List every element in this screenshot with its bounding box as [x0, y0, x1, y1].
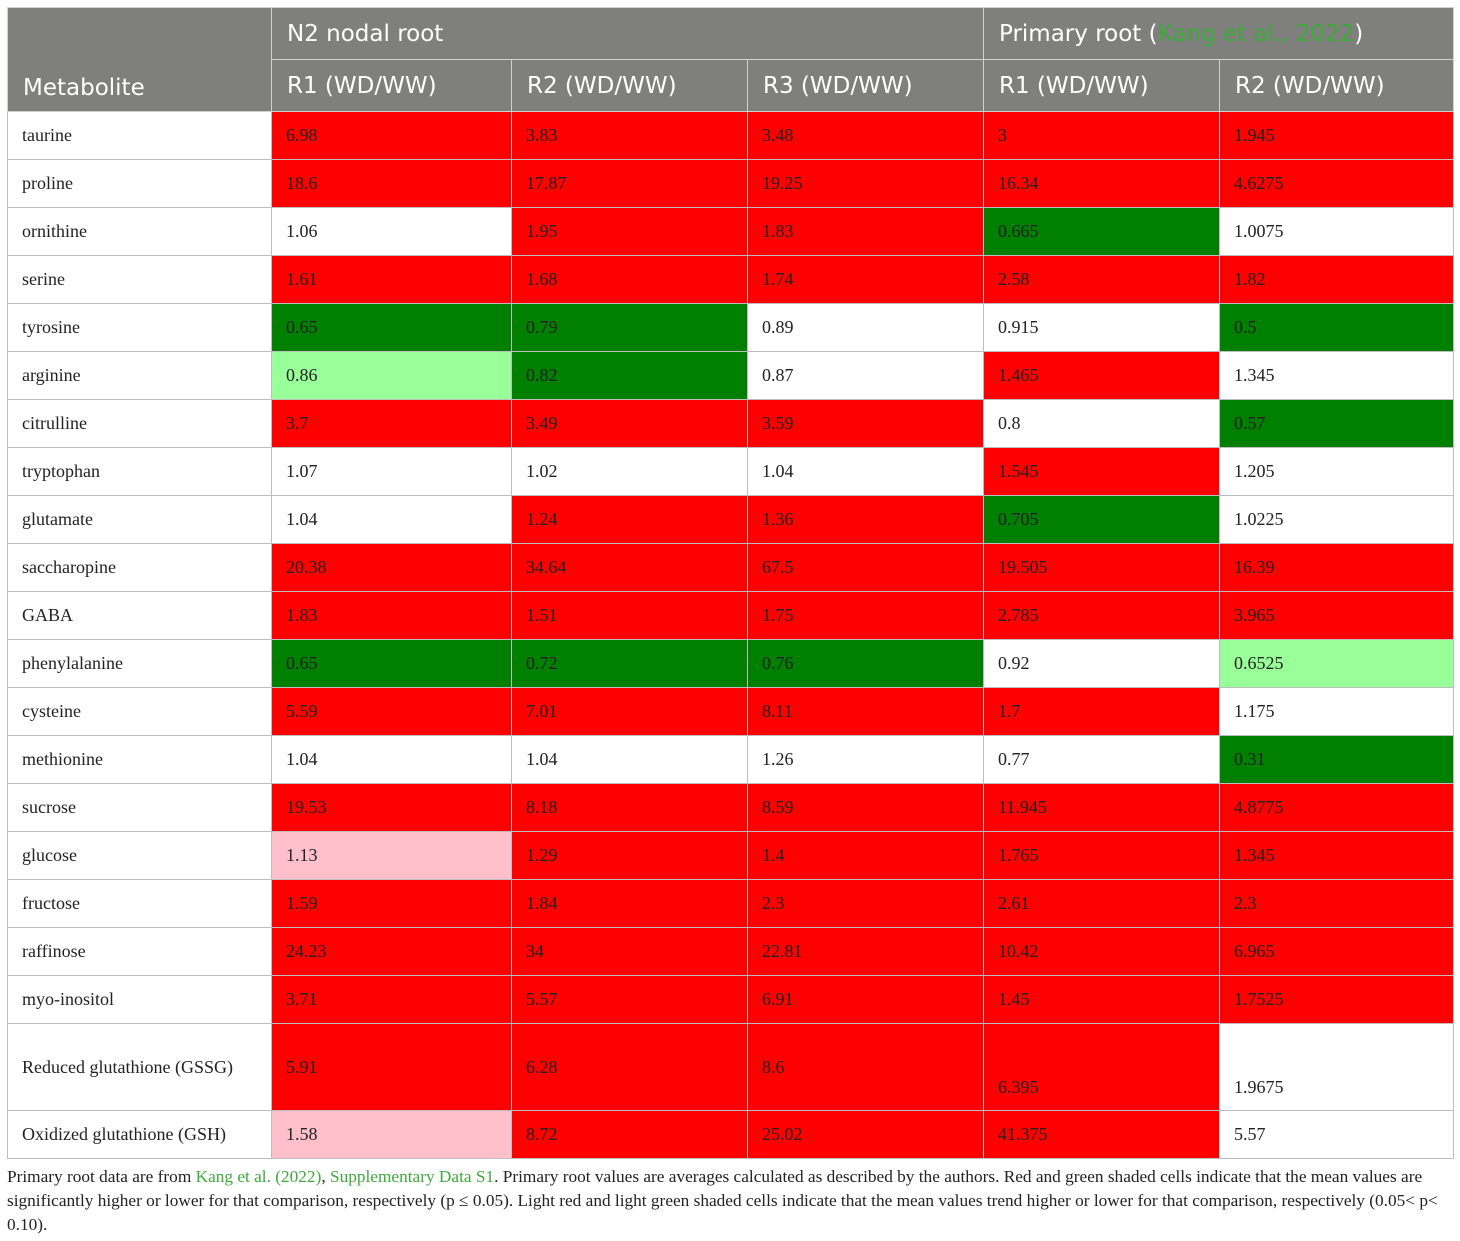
table-row: [8, 1024, 1454, 1111]
table-body: [8, 112, 1454, 1159]
ratio-cell: 3.71: [272, 976, 512, 1024]
ratio-cell: 1.02: [512, 448, 748, 496]
ratio-cell: 3.48: [748, 112, 984, 160]
ratio-cell: 34: [512, 928, 748, 976]
ratio-cell: 1.26: [748, 736, 984, 784]
metabolite-name: phenylalanine: [8, 640, 272, 688]
ratio-cell: 0.72: [512, 640, 748, 688]
footnote-text-2: ,: [321, 1167, 330, 1186]
metabolite-name: Reduced glutathione (GSSG): [8, 1024, 272, 1111]
header-col-n2-r1: R1 (WD/WW): [272, 60, 512, 112]
metabolite-name: methionine: [8, 736, 272, 784]
ratio-cell: 19.53: [272, 784, 512, 832]
ratio-cell: 25.02: [748, 1111, 984, 1159]
table-row: [8, 352, 1454, 400]
footnote-text-1: Primary root data are from: [7, 1167, 196, 1186]
ratio-cell: 24.23: [272, 928, 512, 976]
ratio-cell: 1.29: [512, 832, 748, 880]
ratio-cell: 8.72: [512, 1111, 748, 1159]
metabolite-name: proline: [8, 160, 272, 208]
ratio-cell: 3.59: [748, 400, 984, 448]
ratio-cell: 1.205: [1220, 448, 1454, 496]
ratio-cell: 19.25: [748, 160, 984, 208]
ratio-cell: 1.83: [272, 592, 512, 640]
ratio-cell: 1.9675: [1220, 1024, 1454, 1111]
ratio-cell: 1.0075: [1220, 208, 1454, 256]
ratio-cell: 1.175: [1220, 688, 1454, 736]
ratio-cell: 1.61: [272, 256, 512, 304]
ratio-cell: 5.57: [1220, 1111, 1454, 1159]
ratio-cell: 3: [984, 112, 1220, 160]
ratio-cell: 3.965: [1220, 592, 1454, 640]
ratio-cell: 0.92: [984, 640, 1220, 688]
ratio-cell: 1.545: [984, 448, 1220, 496]
table-row: [8, 112, 1454, 160]
ratio-cell: 0.6525: [1220, 640, 1454, 688]
ratio-cell: 0.665: [984, 208, 1220, 256]
ratio-cell: 3.49: [512, 400, 748, 448]
ratio-cell: 0.5: [1220, 304, 1454, 352]
table-row: [8, 784, 1454, 832]
ratio-cell: 20.38: [272, 544, 512, 592]
footnote-text-3: . Primary root values are averages calculated as described by the authors. Red and green shaded cells indicate that the mean values are significantly higher or lower for that comparison, respectively (p ≤ 0.05). Light red and light green shaded cells indicate that the mean values trend higher or lower for that comparison, respectively (0.05< p< 0.10).: [7, 1167, 1438, 1234]
ratio-cell: 2.58: [984, 256, 1220, 304]
metabolite-name: raffinose: [8, 928, 272, 976]
ratio-cell: 3.83: [512, 112, 748, 160]
table-row: [8, 400, 1454, 448]
ratio-cell: 8.11: [748, 688, 984, 736]
ratio-cell: 6.395: [984, 1024, 1220, 1111]
ratio-cell: 1.7525: [1220, 976, 1454, 1024]
ratio-cell: 1.4: [748, 832, 984, 880]
ratio-cell: 11.945: [984, 784, 1220, 832]
ratio-cell: 0.77: [984, 736, 1220, 784]
ratio-cell: 0.89: [748, 304, 984, 352]
ratio-cell: 19.505: [984, 544, 1220, 592]
ratio-cell: 34.64: [512, 544, 748, 592]
ratio-cell: 1.59: [272, 880, 512, 928]
ratio-cell: 0.76: [748, 640, 984, 688]
ratio-cell: 2.61: [984, 880, 1220, 928]
ratio-cell: 2.3: [748, 880, 984, 928]
ratio-cell: 7.01: [512, 688, 748, 736]
ratio-cell: 5.59: [272, 688, 512, 736]
metabolite-name: myo-inositol: [8, 976, 272, 1024]
ratio-cell: 1.24: [512, 496, 748, 544]
ratio-cell: 16.34: [984, 160, 1220, 208]
metabolite-name: citrulline: [8, 400, 272, 448]
ratio-cell: 0.82: [512, 352, 748, 400]
ratio-cell: 1.345: [1220, 832, 1454, 880]
table-row: [8, 976, 1454, 1024]
metabolite-name: fructose: [8, 880, 272, 928]
table-row: [8, 496, 1454, 544]
ratio-cell: 0.65: [272, 640, 512, 688]
ratio-cell: 0.31: [1220, 736, 1454, 784]
metabolite-name: tyrosine: [8, 304, 272, 352]
table-row: [8, 880, 1454, 928]
ratio-cell: 1.58: [272, 1111, 512, 1159]
table-row: [8, 640, 1454, 688]
metabolite-name: sucrose: [8, 784, 272, 832]
metabolite-name: cysteine: [8, 688, 272, 736]
table-row: [8, 928, 1454, 976]
ratio-cell: 8.6: [748, 1024, 984, 1111]
table-row: [8, 208, 1454, 256]
table-container: [7, 7, 1453, 1237]
metabolite-name: tryptophan: [8, 448, 272, 496]
header-col-n2-r2: R2 (WD/WW): [512, 60, 748, 112]
metabolite-name: GABA: [8, 592, 272, 640]
ratio-cell: 1.345: [1220, 352, 1454, 400]
header-metabolite: Metabolite: [8, 8, 272, 112]
ratio-cell: 1.84: [512, 880, 748, 928]
ratio-cell: 1.13: [272, 832, 512, 880]
ratio-cell: 1.06: [272, 208, 512, 256]
metabolite-name: serine: [8, 256, 272, 304]
table-footnote: [7, 1165, 1453, 1237]
table-row: [8, 256, 1454, 304]
ratio-cell: 1.945: [1220, 112, 1454, 160]
ratio-cell: 1.82: [1220, 256, 1454, 304]
ratio-cell: 4.6275: [1220, 160, 1454, 208]
ratio-cell: 0.87: [748, 352, 984, 400]
ratio-cell: 6.28: [512, 1024, 748, 1111]
ratio-cell: 0.79: [512, 304, 748, 352]
ratio-cell: 1.04: [748, 448, 984, 496]
ratio-cell: 1.04: [512, 736, 748, 784]
table-row: [8, 1111, 1454, 1159]
ratio-cell: 0.86: [272, 352, 512, 400]
table-row: [8, 736, 1454, 784]
ratio-cell: 16.39: [1220, 544, 1454, 592]
ratio-cell: 41.375: [984, 1111, 1220, 1159]
ratio-cell: 2.785: [984, 592, 1220, 640]
metabolite-table: [7, 7, 1454, 1159]
table-row: [8, 448, 1454, 496]
ratio-cell: 1.74: [748, 256, 984, 304]
ratio-cell: 1.75: [748, 592, 984, 640]
header-row-groups: [8, 8, 1454, 60]
ratio-cell: 4.8775: [1220, 784, 1454, 832]
ratio-cell: 1.7: [984, 688, 1220, 736]
header-primary-root-prefix: Primary root (: [999, 20, 1158, 47]
ratio-cell: 6.965: [1220, 928, 1454, 976]
metabolite-name: Oxidized glutathione (GSH): [8, 1111, 272, 1159]
ratio-cell: 6.98: [272, 112, 512, 160]
ratio-cell: 1.51: [512, 592, 748, 640]
ratio-cell: 1.0225: [1220, 496, 1454, 544]
table-row: [8, 592, 1454, 640]
ratio-cell: 3.7: [272, 400, 512, 448]
ratio-cell: 0.8: [984, 400, 1220, 448]
table-row: [8, 832, 1454, 880]
footnote-ref-supplementary[interactable]: Supplementary Data S1: [329, 1167, 495, 1186]
ratio-cell: 0.915: [984, 304, 1220, 352]
header-col-primary-r1: R1 (WD/WW): [984, 60, 1220, 112]
table-row: [8, 304, 1454, 352]
metabolite-name: glutamate: [8, 496, 272, 544]
ratio-cell: 1.45: [984, 976, 1220, 1024]
metabolite-name: taurine: [8, 112, 272, 160]
ratio-cell: 1.07: [272, 448, 512, 496]
metabolite-name: saccharopine: [8, 544, 272, 592]
header-primary-root-ref-link[interactable]: Kang et al., 2022: [1157, 20, 1355, 47]
ratio-cell: 67.5: [748, 544, 984, 592]
footnote-ref-kang[interactable]: Kang et al. (2022): [195, 1167, 322, 1186]
header-col-primary-r2: R2 (WD/WW): [1220, 60, 1454, 112]
ratio-cell: 0.57: [1220, 400, 1454, 448]
ratio-cell: 2.3: [1220, 880, 1454, 928]
ratio-cell: 1.465: [984, 352, 1220, 400]
metabolite-name: ornithine: [8, 208, 272, 256]
header-n2-nodal-root: N2 nodal root: [272, 8, 984, 60]
ratio-cell: 0.65: [272, 304, 512, 352]
table-row: [8, 688, 1454, 736]
ratio-cell: 8.59: [748, 784, 984, 832]
ratio-cell: 0.705: [984, 496, 1220, 544]
ratio-cell: 1.04: [272, 736, 512, 784]
metabolite-name: arginine: [8, 352, 272, 400]
ratio-cell: 5.57: [512, 976, 748, 1024]
ratio-cell: 1.04: [272, 496, 512, 544]
header-primary-root: [984, 8, 1454, 60]
ratio-cell: 22.81: [748, 928, 984, 976]
ratio-cell: 1.765: [984, 832, 1220, 880]
ratio-cell: 17.87: [512, 160, 748, 208]
ratio-cell: 10.42: [984, 928, 1220, 976]
ratio-cell: 5.91: [272, 1024, 512, 1111]
ratio-cell: 1.83: [748, 208, 984, 256]
table-row: [8, 160, 1454, 208]
table-row: [8, 544, 1454, 592]
ratio-cell: 8.18: [512, 784, 748, 832]
header-primary-root-suffix: ): [1354, 20, 1364, 47]
ratio-cell: 6.91: [748, 976, 984, 1024]
metabolite-name: glucose: [8, 832, 272, 880]
ratio-cell: 1.36: [748, 496, 984, 544]
ratio-cell: 1.68: [512, 256, 748, 304]
ratio-cell: 18.6: [272, 160, 512, 208]
ratio-cell: 1.95: [512, 208, 748, 256]
header-col-n2-r3: R3 (WD/WW): [748, 60, 984, 112]
